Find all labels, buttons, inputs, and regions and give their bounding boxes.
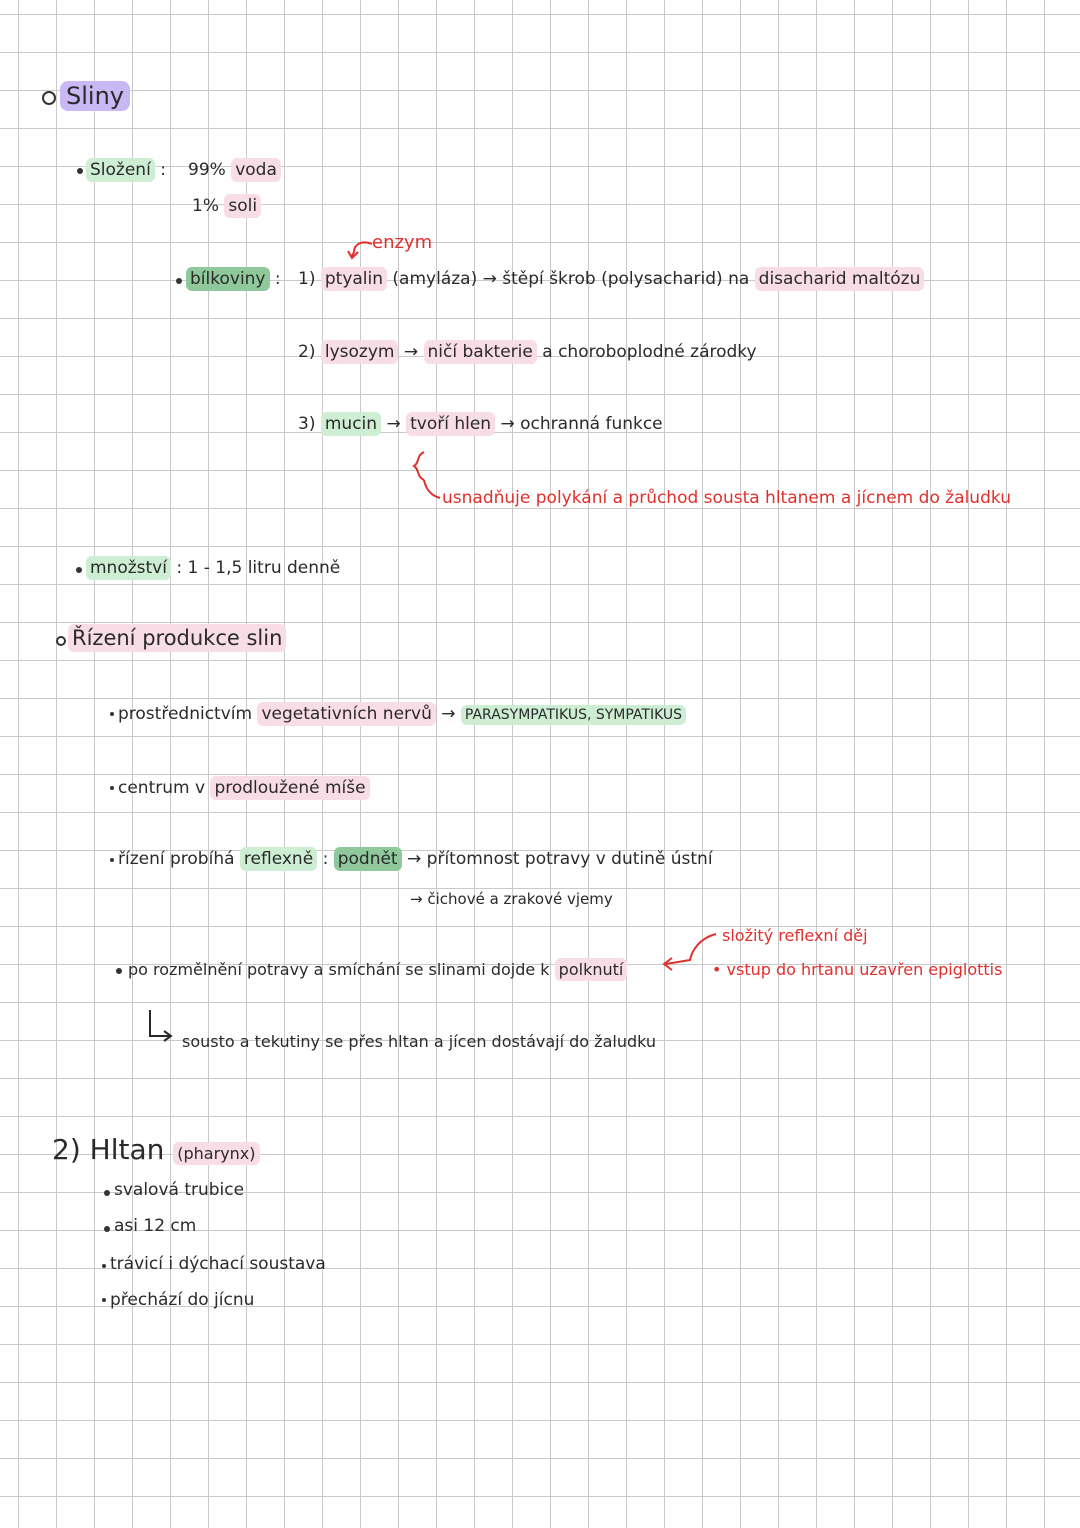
mucin-brace-hook	[424, 480, 440, 498]
ptyalin-row: 1) ptyalin (amyláza) → štěpí škrob (polysacharid) na disacharid maltózu	[298, 271, 924, 288]
reflex-note-1: složitý reflexní děj	[722, 926, 868, 945]
num: 3)	[298, 414, 316, 434]
mucin-row: 3) mucin → tvoří hlen → ochranná funkce	[298, 414, 663, 434]
rizeni-b3-sub: → čichové a zrakové vjemy	[410, 890, 613, 908]
title-text: 2) Hltan	[52, 1133, 165, 1166]
rizeni-b1: prostřednictvím vegetativních nervů → PARASYMPATIKUS, SYMPATIKUS	[118, 706, 686, 723]
mnozstvi-row: množství : 1 - 1,5 litru denně	[86, 560, 340, 577]
hltan-item: asi 12 cm	[114, 1216, 197, 1236]
text: řízení probíhá	[118, 849, 235, 869]
latin: (pharynx)	[173, 1142, 259, 1165]
rizeni-b3: řízení probíhá reflexně : podnět → přítomnost potravy v dutině ústní	[118, 849, 713, 869]
text: centrum v	[118, 778, 206, 798]
text: po rozmělnění potravy a smíchání se slinami dojde k	[128, 960, 550, 979]
enzyme-name: lysozym	[321, 340, 399, 364]
lysozym-row: 2) lysozym → ničí bakterie a choroboplodné zárodky	[298, 342, 757, 362]
title-text: Sliny	[60, 81, 130, 111]
mucin-note: usnadňuje polykání a průchod sousta hltanem a jícnem do žaludku	[442, 488, 1011, 508]
percent: 99%	[188, 160, 226, 180]
text-hl: reflexně	[240, 847, 317, 871]
enzyme-name: ptyalin	[321, 267, 387, 291]
text-hl: prodloužené míše	[210, 776, 369, 800]
desc: (polysacharid) na	[601, 269, 750, 289]
desc-hl: tvoří hlen	[406, 412, 495, 436]
text-hl: vegetativních nervů	[257, 702, 435, 726]
num: 2)	[298, 342, 316, 362]
hltan-item: trávicí i dýchací soustava	[110, 1254, 326, 1274]
percent: 1%	[192, 196, 219, 216]
reflex-arrow	[666, 934, 716, 964]
num: 1)	[298, 269, 316, 289]
text-hl: PARASYMPATIKUS, SYMPATIKUS	[461, 705, 686, 725]
label-text: Složení	[86, 158, 155, 182]
value: 1 - 1,5 litru denně	[187, 558, 341, 578]
bilkoviny-label: bílkoviny :	[186, 271, 281, 288]
desc: a choroboplodné zárodky	[542, 342, 757, 362]
reflex-note-2: • vstup do hrtanu uzavřen epiglottis	[712, 960, 1003, 979]
text-hl: polknutí	[555, 958, 628, 981]
text-hl: podnět	[334, 847, 402, 871]
text: čichové a zrakové vjemy	[427, 890, 613, 908]
slozeni-label: Složení :	[86, 162, 166, 179]
desc: ochranná funkce	[520, 414, 663, 434]
paren: (amyláza)	[392, 269, 478, 289]
hltan-item: přechází do jícnu	[110, 1290, 255, 1310]
title-text: Řízení produkce slin	[68, 624, 286, 652]
desc: štěpí škrob	[502, 269, 596, 289]
mucin-brace	[414, 452, 424, 480]
rizeni-b4-sub: sousto a tekutiny se přes hltan a jícen dostávají do žaludku	[182, 1032, 657, 1051]
hltan-item: svalová trubice	[114, 1180, 245, 1200]
desc-hl: ničí bakterie	[424, 340, 537, 364]
enzym-note: enzym	[372, 232, 433, 253]
text: vstup do hrtanu uzavřen epiglottis	[726, 960, 1003, 979]
label-text: bílkoviny	[186, 267, 270, 291]
soli: soli	[224, 194, 261, 218]
text: přítomnost potravy v dutině ústní	[426, 849, 713, 869]
voda: voda	[231, 158, 281, 182]
desc-hl: disacharid maltózu	[755, 267, 925, 291]
enzyme-name: mucin	[321, 412, 381, 436]
text: prostřednictvím	[118, 704, 253, 724]
label-text: množství	[86, 556, 171, 580]
